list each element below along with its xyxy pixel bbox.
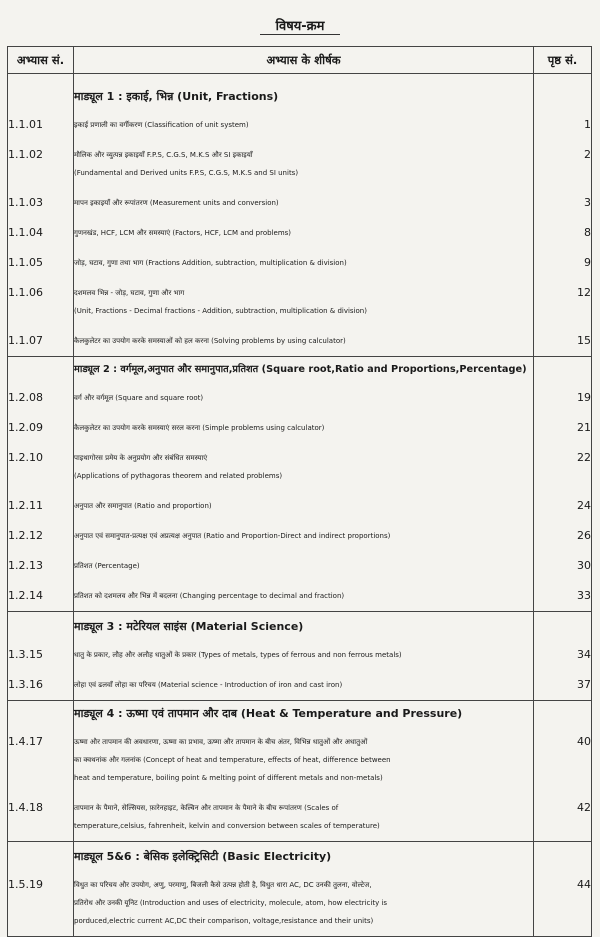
- exercise-row: [8, 413, 592, 443]
- exercise-title-line: प्रतिशत को दशमलव और भिन्न में बदलना (Changing percentage to decimal and fraction): [74, 592, 345, 600]
- exercise-title-line: इकाई प्रणाली का वर्गीकरण (Classification of unit system): [74, 121, 249, 129]
- exercise-row: [8, 870, 592, 937]
- exercise-row: [8, 140, 592, 188]
- exercise-title-line: प्रतिशत (Percentage): [74, 562, 140, 570]
- module-number-cell: [8, 612, 74, 641]
- exercise-number: 1.1.01: [8, 112, 74, 140]
- exercise-number: 1.3.16: [8, 670, 74, 701]
- exercise-page-number: 2: [534, 140, 592, 188]
- exercise-title: [74, 670, 534, 701]
- exercise-title-line: दशमलव भिन्न - जोड़, घटाव, गुणा और भाग: [74, 289, 185, 297]
- exercise-number: 1.2.11: [8, 491, 74, 521]
- module-row: [8, 357, 592, 384]
- exercise-title: [74, 383, 534, 413]
- exercise-number: 1.2.10: [8, 443, 74, 491]
- exercise-number: 1.4.17: [8, 727, 74, 793]
- exercise-row: [8, 670, 592, 701]
- exercise-title-line: heat and temperature, boiling point & melting point of different metals and non-metals): [74, 774, 383, 782]
- exercise-page-number: 33: [534, 581, 592, 612]
- module-page-cell: [534, 357, 592, 384]
- exercise-title: [74, 581, 534, 612]
- exercise-title-line: मापन इकाइयाँ और रूपांतरण (Measurement units and conversion): [74, 199, 279, 207]
- module-row: [8, 612, 592, 641]
- exercise-title-line: का क्वथनांक और गलनांक (Concept of heat and temperature, effects of heat, difference between: [74, 756, 391, 764]
- exercise-title-line: कैलकुलेटर का उपयोग करके समस्याओं को हल करना (Solving problems by using calculator): [74, 337, 346, 345]
- module-heading: माड्यूल 3 : मटेरियल साइंस (Material Science): [74, 612, 534, 641]
- module-number-cell: [8, 357, 74, 384]
- exercise-title: [74, 870, 534, 937]
- exercise-page-number: 24: [534, 491, 592, 521]
- exercise-title-line: मौलिक और व्युत्पन्न इकाइयाँ F.P.S, C.G.S, M.K.S और SI इकाइयाँ: [74, 151, 253, 159]
- exercise-page-number: 22: [534, 443, 592, 491]
- exercise-row: [8, 640, 592, 670]
- exercise-row: [8, 581, 592, 612]
- exercise-title: [74, 218, 534, 248]
- exercise-row: [8, 188, 592, 218]
- exercise-page-number: 9: [534, 248, 592, 278]
- exercise-title: [74, 491, 534, 521]
- exercise-title-line: गुणनखंड, HCF, LCM और समस्याएं (Factors, HCF, LCM and problems): [74, 229, 292, 237]
- exercise-title: [74, 112, 534, 140]
- exercise-page-number: 37: [534, 670, 592, 701]
- exercise-title-line: लोहा एवं ढलवाँ लोहा का परिचय (Material science - Introduction of iron and cast iron): [74, 681, 343, 689]
- exercise-page-number: 26: [534, 521, 592, 551]
- exercise-row: [8, 248, 592, 278]
- exercise-title-line: (Fundamental and Derived units F.P.S, C.G.S, M.K.S and SI units): [74, 169, 299, 177]
- exercise-row: [8, 521, 592, 551]
- exercise-number: 1.2.13: [8, 551, 74, 581]
- module-page-cell: [534, 842, 592, 871]
- module-row: [8, 701, 592, 728]
- exercise-title-line: (Applications of pythagoras theorem and related problems): [74, 472, 283, 480]
- exercise-page-number: 34: [534, 640, 592, 670]
- exercise-title: [74, 248, 534, 278]
- module-row: [8, 842, 592, 871]
- exercise-row: [8, 551, 592, 581]
- exercise-title: [74, 188, 534, 218]
- exercise-number: 1.2.12: [8, 521, 74, 551]
- exercise-page-number: 21: [534, 413, 592, 443]
- exercise-title-line: अनुपात और समानुपात (Ratio and proportion): [74, 502, 212, 510]
- exercise-title: [74, 521, 534, 551]
- exercise-page-number: 40: [534, 727, 592, 793]
- exercise-page-number: 30: [534, 551, 592, 581]
- exercise-title-line: अनुपात एवं समानुपात-प्रत्यक्ष एवं अप्रत्यक्ष अनुपात (Ratio and Proportion-Direct and indirect proportions): [74, 532, 391, 540]
- exercise-number: 1.3.15: [8, 640, 74, 670]
- exercise-number: 1.1.02: [8, 140, 74, 188]
- exercise-row: [8, 112, 592, 140]
- exercise-row: [8, 278, 592, 326]
- exercise-page-number: 12: [534, 278, 592, 326]
- module-page-cell: [534, 701, 592, 728]
- exercise-title: [74, 727, 534, 793]
- column-header-title: अभ्यास के शीर्षक: [74, 47, 534, 74]
- exercise-title: [74, 551, 534, 581]
- exercise-title-line: (Unit, Fractions - Decimal fractions - Addition, subtraction, multiplication & division): [74, 307, 367, 315]
- exercise-row: [8, 326, 592, 357]
- exercise-number: 1.1.04: [8, 218, 74, 248]
- exercise-title-line: धातु के प्रकार, लौह और अलौह धातुओं के प्रकार (Types of metals, types of ferrous and non ferrous metals): [74, 651, 402, 659]
- exercise-title-line: जोड़, घटाव, गुणा तथा भाग (Fractions Addition, subtraction, multiplication & division): [74, 259, 347, 267]
- exercise-page-number: 42: [534, 793, 592, 842]
- exercise-page-number: 44: [534, 870, 592, 937]
- exercise-title-line: तापमान के पैमाने, सेल्सियस, फ़ारेनहाइट, केल्विन और तापमान के पैमाने के बीच रूपांतरण (Scales of: [74, 804, 339, 812]
- exercise-title: [74, 326, 534, 357]
- module-page-cell: [534, 74, 592, 113]
- exercise-title: [74, 793, 534, 842]
- exercise-page-number: 15: [534, 326, 592, 357]
- exercise-title-line: ऊष्मा और तापमान की अवधारणा, ऊष्मा का प्रभाव, ऊष्मा और तापमान के बीच अंतर, विभिन्न धातुओं और अधातुओं: [74, 738, 368, 746]
- title-underline: [260, 34, 340, 35]
- exercise-page-number: 3: [534, 188, 592, 218]
- exercise-row: [8, 218, 592, 248]
- exercise-page-number: 8: [534, 218, 592, 248]
- table-header-row: [8, 47, 592, 74]
- exercise-title: [74, 443, 534, 491]
- module-heading: माड्यूल 4 : ऊष्मा एवं तापमान और दाब (Heat & Temperature and Pressure): [74, 701, 534, 728]
- column-header-page: पृष्ठ सं.: [534, 47, 592, 74]
- exercise-title-line: पाइथागोरस प्रमेय के अनुप्रयोग और संबंधित समस्याएं: [74, 454, 208, 462]
- exercise-title: [74, 640, 534, 670]
- page-title: विषय-क्रम: [275, 19, 325, 34]
- exercise-number: 1.2.09: [8, 413, 74, 443]
- exercise-row: [8, 443, 592, 491]
- exercise-row: [8, 491, 592, 521]
- exercise-page-number: 19: [534, 383, 592, 413]
- exercise-title-line: विधुत का परिचय और उपयोग, अणु, परमाणु, बिजली कैसे उत्पन्न होती है, विधुत धारा AC, DC उनकी तुलना, वोल्टेज,: [74, 881, 372, 889]
- exercise-row: [8, 383, 592, 413]
- exercise-number: 1.2.08: [8, 383, 74, 413]
- exercise-row: [8, 727, 592, 793]
- module-heading: माड्यूल 2 : वर्गमूल,अनुपात और समानुपात,प्रतिशत (Square root,Ratio and Proportions,Percentage): [74, 357, 534, 384]
- exercise-number: 1.2.14: [8, 581, 74, 612]
- exercise-title-line: प्रतिरोध और उनकी यूनिट (Introduction and uses of electricity, molecule, atom, how electricity is: [74, 899, 388, 907]
- module-heading: माड्यूल 5&6 : बेसिक इलेक्ट्रिसिटी (Basic Electricity): [74, 842, 534, 871]
- exercise-title-line: वर्ग और वर्गमूल (Square and square root): [74, 394, 204, 402]
- exercise-number: 1.1.06: [8, 278, 74, 326]
- exercise-title: [74, 413, 534, 443]
- exercise-page-number: 1: [534, 112, 592, 140]
- module-number-cell: [8, 74, 74, 113]
- module-heading: माड्यूल 1 : इकाई, भिन्न (Unit, Fractions): [74, 74, 534, 113]
- contents-table: [7, 46, 592, 937]
- exercise-title-line: temperature,celsius, fahrenheit, kelvin and conversion between scales of temperature): [74, 822, 380, 830]
- exercise-number: 1.1.05: [8, 248, 74, 278]
- exercise-title-line: कैलकुलेटर का उपयोग करके समस्याएं सरल करना (Simple problems using calculator): [74, 424, 325, 432]
- exercise-title: [74, 278, 534, 326]
- exercise-row: [8, 793, 592, 842]
- exercise-number: 1.1.03: [8, 188, 74, 218]
- exercise-number: 1.1.07: [8, 326, 74, 357]
- exercise-title-line: porduced,electric current AC,DC their comparison, voltage,resistance and their units): [74, 917, 374, 925]
- module-row: [8, 74, 592, 113]
- exercise-number: 1.4.18: [8, 793, 74, 842]
- column-header-number: अभ्यास सं.: [8, 47, 74, 74]
- module-number-cell: [8, 842, 74, 871]
- module-page-cell: [534, 612, 592, 641]
- module-number-cell: [8, 701, 74, 728]
- exercise-title: [74, 140, 534, 188]
- exercise-number: 1.5.19: [8, 870, 74, 937]
